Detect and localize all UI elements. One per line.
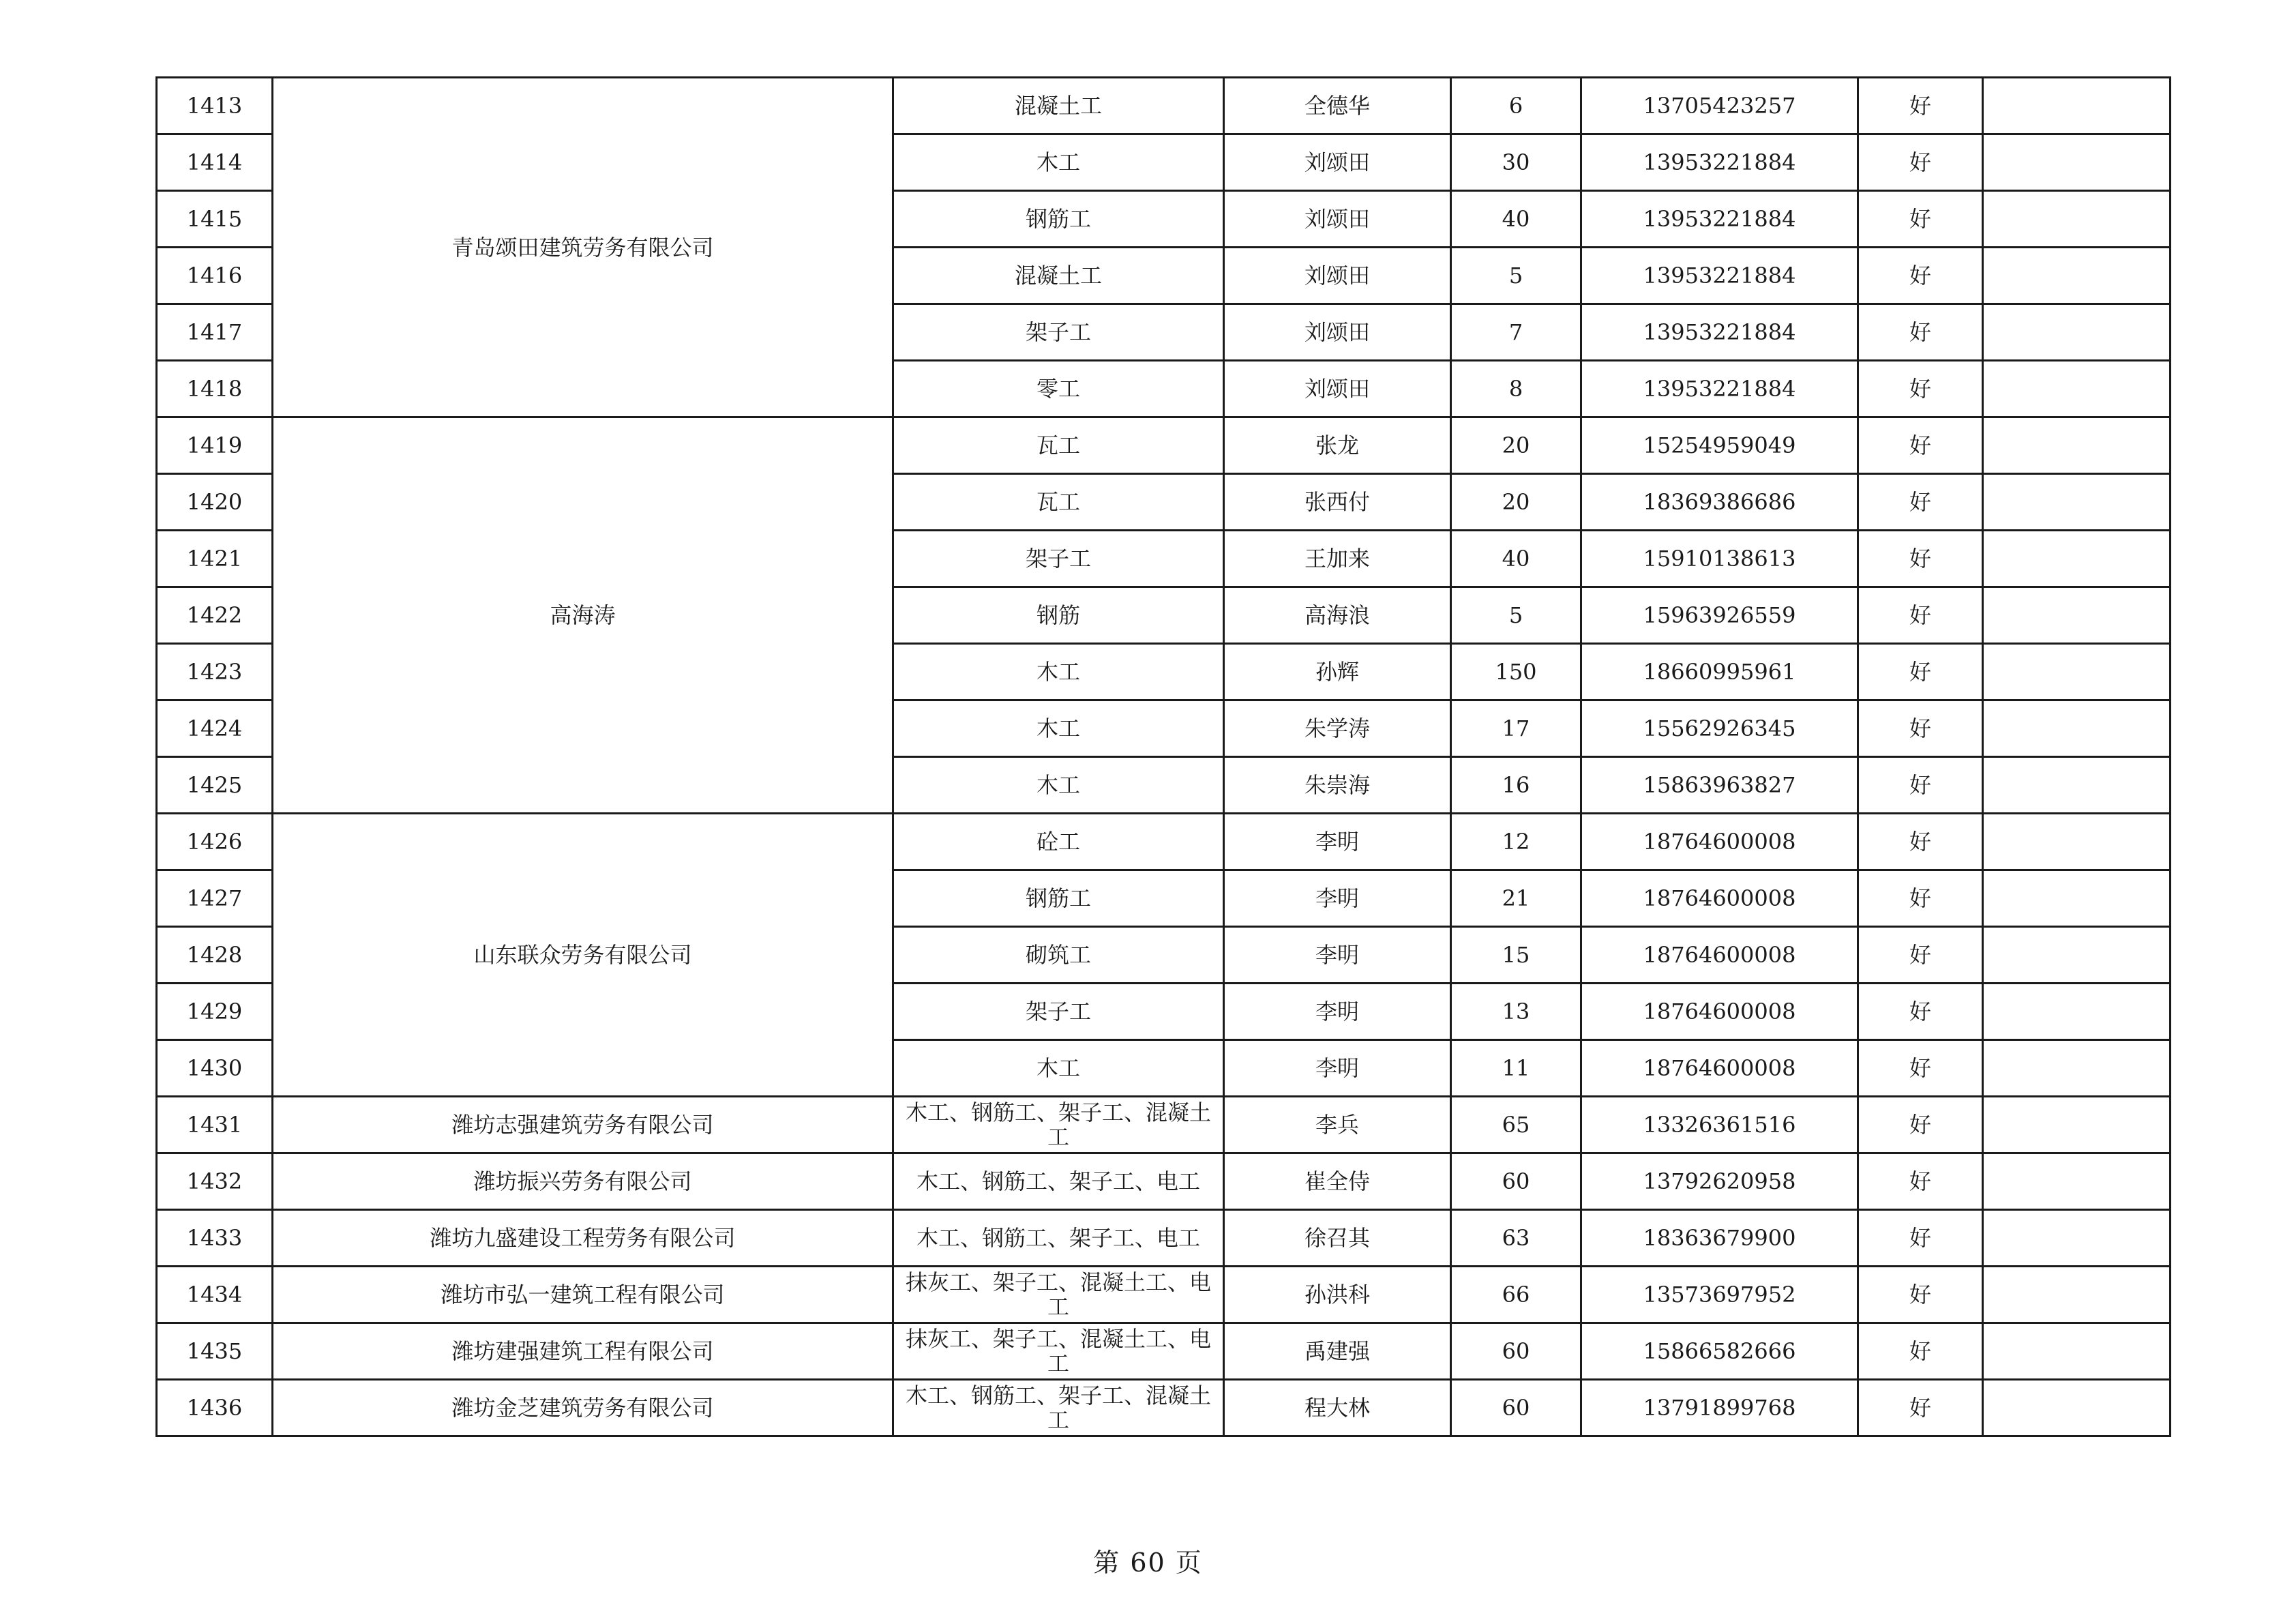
trade-cell: 木工 <box>893 134 1224 191</box>
note-cell <box>1983 757 2171 814</box>
note-cell <box>1983 1380 2171 1436</box>
contact-person-cell: 李明 <box>1224 927 1451 984</box>
row-number: 1415 <box>157 191 273 248</box>
worker-count-cell: 12 <box>1451 814 1581 870</box>
phone-cell: 15910138613 <box>1581 531 1858 587</box>
phone-cell: 13326361516 <box>1581 1097 1858 1153</box>
row-number: 1430 <box>157 1040 273 1097</box>
row-number: 1433 <box>157 1210 273 1267</box>
trade-cell: 零工 <box>893 361 1224 417</box>
note-cell <box>1983 361 2171 417</box>
row-number: 1429 <box>157 984 273 1040</box>
rating-cell: 好 <box>1858 191 1983 248</box>
phone-cell: 15866582666 <box>1581 1323 1858 1380</box>
trade-cell: 钢筋工 <box>893 191 1224 248</box>
row-number: 1421 <box>157 531 273 587</box>
phone-cell: 13953221884 <box>1581 248 1858 304</box>
worker-count-cell: 40 <box>1451 531 1581 587</box>
note-cell <box>1983 814 2171 870</box>
row-number: 1427 <box>157 870 273 927</box>
worker-count-cell: 60 <box>1451 1323 1581 1380</box>
labor-roster-table <box>155 76 2171 1437</box>
contact-person-cell: 孙辉 <box>1224 644 1451 700</box>
phone-cell: 18764600008 <box>1581 814 1858 870</box>
note-cell <box>1983 417 2171 474</box>
note-cell <box>1983 304 2171 361</box>
contact-person-cell: 孙洪科 <box>1224 1267 1451 1323</box>
note-cell <box>1983 134 2171 191</box>
company-cell: 潍坊振兴劳务有限公司 <box>273 1153 893 1210</box>
note-cell <box>1983 1210 2171 1267</box>
trade-cell: 瓦工 <box>893 474 1224 531</box>
rating-cell: 好 <box>1858 304 1983 361</box>
worker-count-cell: 66 <box>1451 1267 1581 1323</box>
rating-cell: 好 <box>1858 814 1983 870</box>
trade-cell: 架子工 <box>893 304 1224 361</box>
trade-cell: 木工 <box>893 644 1224 700</box>
contact-person-cell: 禹建强 <box>1224 1323 1451 1380</box>
worker-count-cell: 5 <box>1451 248 1581 304</box>
rating-cell: 好 <box>1858 474 1983 531</box>
row-number: 1435 <box>157 1323 273 1380</box>
table-row <box>157 78 2171 134</box>
rating-cell: 好 <box>1858 1380 1983 1436</box>
note-cell <box>1983 1323 2171 1380</box>
page-number-footer: 第 60 页 <box>1093 1548 1203 1578</box>
trade-cell: 混凝土工 <box>893 248 1224 304</box>
row-number: 1422 <box>157 587 273 644</box>
contact-person-cell: 李明 <box>1224 1040 1451 1097</box>
phone-cell: 13953221884 <box>1581 134 1858 191</box>
phone-cell: 13791899768 <box>1581 1380 1858 1436</box>
rating-cell: 好 <box>1858 361 1983 417</box>
note-cell <box>1983 1153 2171 1210</box>
rating-cell: 好 <box>1858 1323 1983 1380</box>
trade-cell: 架子工 <box>893 531 1224 587</box>
phone-cell: 15254959049 <box>1581 417 1858 474</box>
worker-count-cell: 16 <box>1451 757 1581 814</box>
row-number: 1424 <box>157 700 273 757</box>
phone-cell: 13953221884 <box>1581 191 1858 248</box>
note-cell <box>1983 644 2171 700</box>
row-number: 1423 <box>157 644 273 700</box>
contact-person-cell: 刘颂田 <box>1224 134 1451 191</box>
phone-cell: 18363679900 <box>1581 1210 1858 1267</box>
row-number: 1426 <box>157 814 273 870</box>
phone-cell: 18764600008 <box>1581 870 1858 927</box>
trade-cell: 钢筋 <box>893 587 1224 644</box>
contact-person-cell: 张龙 <box>1224 417 1451 474</box>
company-cell: 潍坊建强建筑工程有限公司 <box>273 1323 893 1380</box>
rating-cell: 好 <box>1858 531 1983 587</box>
worker-count-cell: 150 <box>1451 644 1581 700</box>
table-row <box>157 1097 2171 1153</box>
phone-cell: 15863963827 <box>1581 757 1858 814</box>
note-cell <box>1983 927 2171 984</box>
row-number: 1418 <box>157 361 273 417</box>
worker-count-cell: 6 <box>1451 78 1581 134</box>
trade-cell: 抹灰工、架子工、混凝土工、电工 <box>893 1267 1224 1323</box>
table-row <box>157 1210 2171 1267</box>
phone-cell: 18764600008 <box>1581 1040 1858 1097</box>
row-number: 1428 <box>157 927 273 984</box>
row-number: 1425 <box>157 757 273 814</box>
trade-cell: 混凝土工 <box>893 78 1224 134</box>
rating-cell: 好 <box>1858 700 1983 757</box>
phone-cell: 13792620958 <box>1581 1153 1858 1210</box>
rating-cell: 好 <box>1858 644 1983 700</box>
phone-cell: 18764600008 <box>1581 984 1858 1040</box>
company-cell: 潍坊金芝建筑劳务有限公司 <box>273 1380 893 1436</box>
worker-count-cell: 60 <box>1451 1153 1581 1210</box>
note-cell <box>1983 870 2171 927</box>
contact-person-cell: 刘颂田 <box>1224 304 1451 361</box>
note-cell <box>1983 1097 2171 1153</box>
trade-cell: 砼工 <box>893 814 1224 870</box>
rating-cell: 好 <box>1858 248 1983 304</box>
contact-person-cell: 徐召其 <box>1224 1210 1451 1267</box>
trade-cell: 木工 <box>893 700 1224 757</box>
note-cell <box>1983 1040 2171 1097</box>
company-cell: 青岛颂田建筑劳务有限公司 <box>273 78 893 417</box>
contact-person-cell: 王加来 <box>1224 531 1451 587</box>
row-number: 1436 <box>157 1380 273 1436</box>
phone-cell: 18660995961 <box>1581 644 1858 700</box>
rating-cell: 好 <box>1858 1210 1983 1267</box>
worker-count-cell: 40 <box>1451 191 1581 248</box>
worker-count-cell: 20 <box>1451 474 1581 531</box>
worker-count-cell: 21 <box>1451 870 1581 927</box>
phone-cell: 13953221884 <box>1581 304 1858 361</box>
trade-cell: 瓦工 <box>893 417 1224 474</box>
row-number: 1431 <box>157 1097 273 1153</box>
phone-cell: 15562926345 <box>1581 700 1858 757</box>
company-cell: 高海涛 <box>273 417 893 814</box>
table-row <box>157 814 2171 870</box>
note-cell <box>1983 248 2171 304</box>
worker-count-cell: 7 <box>1451 304 1581 361</box>
row-number: 1420 <box>157 474 273 531</box>
trade-cell: 木工、钢筋工、架子工、电工 <box>893 1210 1224 1267</box>
note-cell <box>1983 78 2171 134</box>
contact-person-cell: 刘颂田 <box>1224 248 1451 304</box>
contact-person-cell: 崔全侍 <box>1224 1153 1451 1210</box>
note-cell <box>1983 531 2171 587</box>
table-row <box>157 417 2171 474</box>
worker-count-cell: 5 <box>1451 587 1581 644</box>
phone-cell: 18369386686 <box>1581 474 1858 531</box>
note-cell <box>1983 984 2171 1040</box>
contact-person-cell: 刘颂田 <box>1224 361 1451 417</box>
worker-count-cell: 63 <box>1451 1210 1581 1267</box>
note-cell <box>1983 587 2171 644</box>
trade-cell: 木工、钢筋工、架子工、混凝土工 <box>893 1380 1224 1436</box>
trade-cell: 架子工 <box>893 984 1224 1040</box>
note-cell <box>1983 191 2171 248</box>
company-cell: 山东联众劳务有限公司 <box>273 814 893 1097</box>
trade-cell: 抹灰工、架子工、混凝土工、电工 <box>893 1323 1224 1380</box>
worker-count-cell: 17 <box>1451 700 1581 757</box>
row-number: 1432 <box>157 1153 273 1210</box>
rating-cell: 好 <box>1858 78 1983 134</box>
phone-cell: 15963926559 <box>1581 587 1858 644</box>
rating-cell: 好 <box>1858 870 1983 927</box>
contact-person-cell: 张西付 <box>1224 474 1451 531</box>
trade-cell: 木工、钢筋工、架子工、混凝土工 <box>893 1097 1224 1153</box>
company-cell: 潍坊市弘一建筑工程有限公司 <box>273 1267 893 1323</box>
trade-cell: 木工 <box>893 757 1224 814</box>
table-row <box>157 1267 2171 1323</box>
company-cell: 潍坊九盛建设工程劳务有限公司 <box>273 1210 893 1267</box>
contact-person-cell: 李兵 <box>1224 1097 1451 1153</box>
rating-cell: 好 <box>1858 587 1983 644</box>
row-number: 1413 <box>157 78 273 134</box>
worker-count-cell: 13 <box>1451 984 1581 1040</box>
contact-person-cell: 朱学涛 <box>1224 700 1451 757</box>
contact-person-cell: 李明 <box>1224 870 1451 927</box>
note-cell <box>1983 700 2171 757</box>
contact-person-cell: 李明 <box>1224 984 1451 1040</box>
rating-cell: 好 <box>1858 757 1983 814</box>
phone-cell: 13705423257 <box>1581 78 1858 134</box>
contact-person-cell: 朱崇海 <box>1224 757 1451 814</box>
table-row <box>157 1323 2171 1380</box>
rating-cell: 好 <box>1858 417 1983 474</box>
trade-cell: 木工、钢筋工、架子工、电工 <box>893 1153 1224 1210</box>
row-number: 1417 <box>157 304 273 361</box>
contact-person-cell: 李明 <box>1224 814 1451 870</box>
worker-count-cell: 11 <box>1451 1040 1581 1097</box>
worker-count-cell: 15 <box>1451 927 1581 984</box>
trade-cell: 砌筑工 <box>893 927 1224 984</box>
note-cell <box>1983 1267 2171 1323</box>
rating-cell: 好 <box>1858 1267 1983 1323</box>
phone-cell: 13953221884 <box>1581 361 1858 417</box>
rating-cell: 好 <box>1858 1040 1983 1097</box>
phone-cell: 18764600008 <box>1581 927 1858 984</box>
row-number: 1416 <box>157 248 273 304</box>
row-number: 1414 <box>157 134 273 191</box>
table-row <box>157 1380 2171 1436</box>
contact-person-cell: 全德华 <box>1224 78 1451 134</box>
trade-cell: 木工 <box>893 1040 1224 1097</box>
table-row <box>157 1153 2171 1210</box>
worker-count-cell: 60 <box>1451 1380 1581 1436</box>
worker-count-cell: 65 <box>1451 1097 1581 1153</box>
contact-person-cell: 高海浪 <box>1224 587 1451 644</box>
contact-person-cell: 刘颂田 <box>1224 191 1451 248</box>
worker-count-cell: 20 <box>1451 417 1581 474</box>
trade-cell: 钢筋工 <box>893 870 1224 927</box>
company-cell: 潍坊志强建筑劳务有限公司 <box>273 1097 893 1153</box>
rating-cell: 好 <box>1858 1097 1983 1153</box>
worker-count-cell: 30 <box>1451 134 1581 191</box>
rating-cell: 好 <box>1858 1153 1983 1210</box>
note-cell <box>1983 474 2171 531</box>
phone-cell: 13573697952 <box>1581 1267 1858 1323</box>
row-number: 1419 <box>157 417 273 474</box>
row-number: 1434 <box>157 1267 273 1323</box>
rating-cell: 好 <box>1858 134 1983 191</box>
contact-person-cell: 程大林 <box>1224 1380 1451 1436</box>
rating-cell: 好 <box>1858 984 1983 1040</box>
worker-count-cell: 8 <box>1451 361 1581 417</box>
rating-cell: 好 <box>1858 927 1983 984</box>
